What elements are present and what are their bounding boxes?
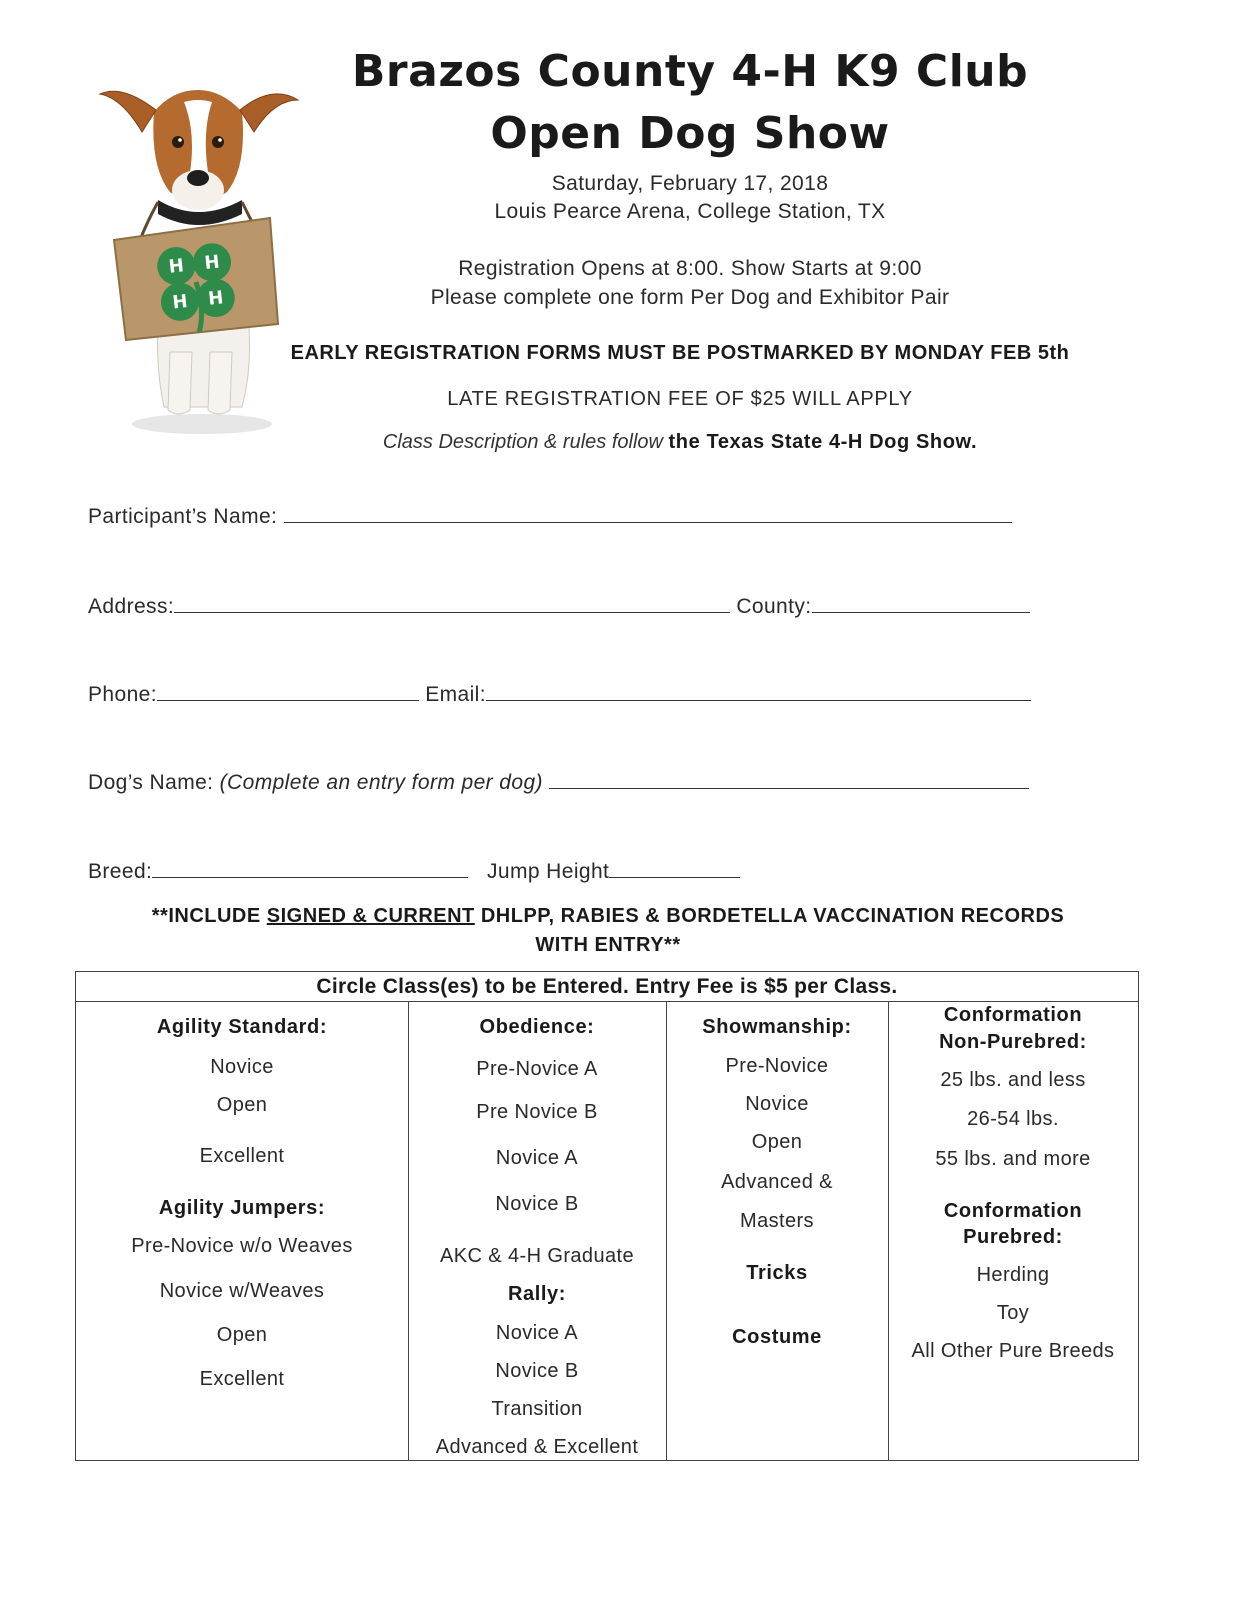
participant-name-input[interactable]	[284, 500, 1012, 523]
event-date: Saturday, February 17, 2018	[551, 172, 829, 195]
class-option[interactable]: 55 lbs. and more	[935, 1148, 1091, 1170]
class-option[interactable]: Advanced &	[721, 1171, 833, 1193]
form-note: Please complete one form Per Dog and Exhibitor Pair	[430, 286, 950, 309]
breed-row	[88, 855, 740, 884]
class-option[interactable]: Open	[216, 1324, 268, 1346]
class-description-note	[300, 431, 1060, 454]
tricks-class[interactable]: Tricks	[746, 1262, 808, 1284]
conformation-purebred-heading-line2: Purebred:	[963, 1226, 1063, 1248]
jump-height-input[interactable]	[609, 855, 740, 878]
dog-name-input[interactable]	[549, 766, 1029, 789]
address-label: Address:	[88, 595, 175, 618]
participant-name-row	[88, 500, 1012, 529]
class-option[interactable]: Excellent	[199, 1368, 285, 1390]
classes-table	[75, 971, 1139, 1461]
email-label: Email:	[425, 683, 486, 706]
registration-times: Registration Opens at 8:00. Show Starts at 9:00	[458, 257, 922, 280]
vaccination-prefix: **INCLUDE	[151, 905, 267, 927]
class-option[interactable]: Novice	[745, 1093, 809, 1115]
event-venue: Louis Pearce Arena, College Station, TX	[494, 200, 886, 223]
agility-jumpers-heading: Agility Jumpers:	[158, 1197, 326, 1219]
obedience-heading: Obedience:	[479, 1016, 595, 1038]
address-row	[88, 590, 1030, 619]
class-description-bold: the Texas State 4-H Dog Show.	[668, 431, 978, 453]
showmanship-heading: Showmanship:	[702, 1016, 852, 1038]
phone-label: Phone:	[88, 683, 157, 706]
participant-name-label: Participant’s Name:	[88, 505, 278, 528]
class-option[interactable]: Novice B	[495, 1193, 579, 1215]
dog-with-4h-sign-illustration	[92, 72, 312, 442]
class-option[interactable]: Novice A	[495, 1147, 579, 1169]
class-option[interactable]: Toy	[996, 1302, 1030, 1324]
class-option[interactable]: Novice B	[495, 1360, 579, 1382]
class-option[interactable]: 25 lbs. and less	[940, 1069, 1086, 1091]
early-registration-notice: EARLY REGISTRATION FORMS MUST BE POSTMARKED BY MONDAY FEB 5th	[290, 342, 1070, 364]
class-option[interactable]: Pre-Novice	[725, 1055, 829, 1077]
dog-name-note: (Complete an entry form per dog)	[219, 771, 543, 794]
class-option[interactable]: Pre-Novice A	[476, 1058, 598, 1080]
class-option[interactable]: 26-54 lbs.	[967, 1108, 1059, 1130]
conformation-purebred-heading-line1: Conformation	[943, 1200, 1083, 1222]
agility-standard-heading: Agility Standard:	[156, 1016, 328, 1038]
clover-letter-h: H	[203, 251, 221, 274]
vaccination-line2: WITH ENTRY**	[535, 934, 681, 956]
dog-name-row	[88, 766, 1029, 795]
email-input[interactable]	[486, 678, 1031, 701]
clover-letter-h: H	[171, 291, 189, 314]
costume-class[interactable]: Costume	[732, 1326, 822, 1348]
class-option[interactable]: Transition	[491, 1398, 583, 1420]
county-label: County:	[736, 595, 812, 618]
phone-input[interactable]	[157, 678, 419, 701]
clover-letter-h: H	[167, 255, 185, 278]
class-option[interactable]: Open	[751, 1131, 803, 1153]
late-fee-notice: LATE REGISTRATION FEE OF $25 WILL APPLY	[447, 388, 913, 410]
class-option[interactable]: AKC & 4-H Graduate	[440, 1245, 634, 1267]
address-input[interactable]	[174, 590, 730, 613]
vaccination-underlined: SIGNED & CURRENT	[266, 905, 475, 927]
phone-email-row	[88, 678, 1031, 707]
dog-name-label: Dog’s Name:	[88, 771, 214, 794]
class-option[interactable]: All Other Pure Breeds	[911, 1340, 1115, 1362]
page-title-line2: Open Dog Show	[490, 108, 890, 159]
class-option[interactable]: Pre Novice B	[476, 1101, 598, 1123]
class-option[interactable]: Pre-Novice w/o Weaves	[131, 1235, 353, 1257]
page-title-line1: Brazos County 4-H K9 Club	[351, 46, 1029, 97]
class-option[interactable]: Masters	[740, 1210, 814, 1232]
rally-heading: Rally:	[507, 1283, 567, 1305]
county-input[interactable]	[812, 590, 1030, 613]
conformation-non-purebred-heading-line1: Conformation	[943, 1004, 1083, 1026]
vaccination-suffix: DHLPP, RABIES & BORDETELLA VACCINATION RECORDS	[474, 905, 1065, 927]
jump-height-label: Jump Height	[487, 860, 610, 883]
class-option[interactable]: Novice w/Weaves	[159, 1280, 325, 1302]
class-option[interactable]: Novice A	[495, 1322, 579, 1344]
class-option[interactable]: Open	[216, 1094, 268, 1116]
breed-input[interactable]	[152, 855, 468, 878]
vaccination-notice	[90, 902, 1126, 960]
classes-table-header: Circle Class(es) to be Entered. Entry Fee is $5 per Class.	[76, 972, 1138, 1002]
clover-letter-h: H	[207, 287, 225, 310]
breed-label: Breed:	[88, 860, 153, 883]
conformation-non-purebred-heading-line2: Non-Purebred:	[939, 1031, 1087, 1053]
class-description-italic: Class Description & rules follow	[382, 431, 663, 453]
class-option[interactable]: Novice	[210, 1056, 274, 1078]
class-option[interactable]: Herding	[976, 1264, 1050, 1286]
class-option[interactable]: Advanced & Excellent	[435, 1436, 639, 1458]
class-option[interactable]: Excellent	[199, 1145, 285, 1167]
